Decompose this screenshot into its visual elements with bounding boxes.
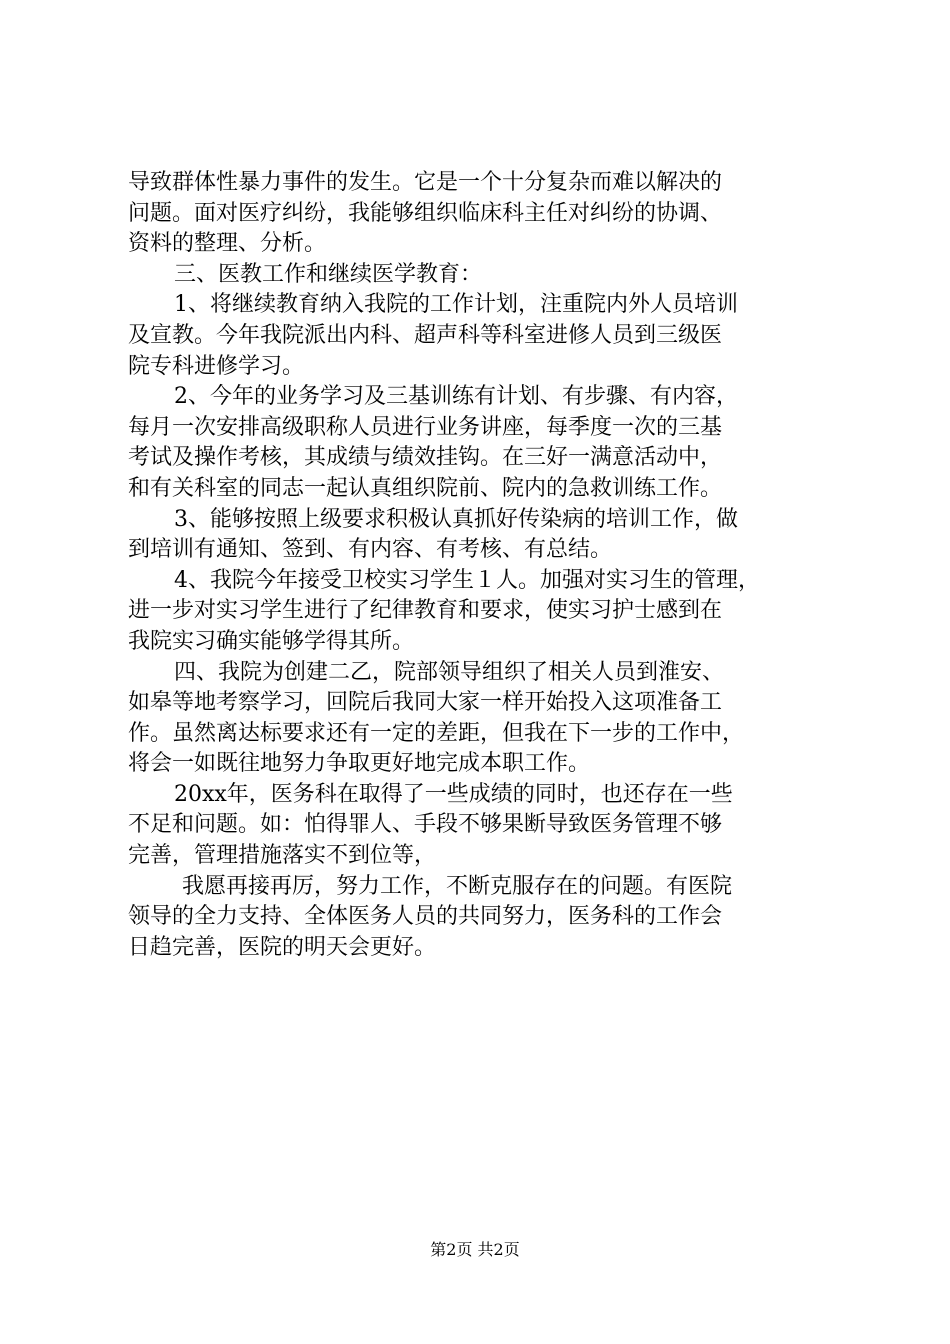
- text-line: 4、我院今年接受卫校实习学生１人。加强对实习生的管理，: [174, 567, 760, 593]
- text-line: 2、今年的业务学习及三基训练有计划、有步骤、有内容，: [174, 384, 738, 410]
- text-line: 导致群体性暴力事件的发生。它是一个十分复杂而难以解决的: [128, 170, 723, 195]
- text-line: 院专科进修学习。: [128, 353, 305, 379]
- text-line: 作。虽然离达标要求还有一定的差距，但我在下一步的工作中，: [128, 720, 745, 746]
- text-line: 领导的全力支持、全体医务人员的共同努力，医务科的工作会: [128, 904, 723, 930]
- text-line: 完善，管理措施落实不到位等，: [128, 843, 437, 869]
- text-line: 资料的整理、分析。: [128, 231, 327, 257]
- section-heading: 三、医教工作和继续医学教育：: [174, 261, 483, 287]
- text-line: 及宣教。今年我院派出内科、超声科等科室进修人员到三级医: [128, 322, 723, 348]
- text-line: 不足和问题。如：怕得罪人、手段不够果断导致医务管理不够: [128, 812, 723, 838]
- text-line: 我愿再接再厉，努力工作，不断克服存在的问题。有医院: [182, 873, 733, 899]
- text-line: 20xx年，医务科在取得了一些成绩的同时，也还存在一些: [174, 781, 733, 807]
- text-line: 每月一次安排高级职称人员进行业务讲座，每季度一次的三基: [128, 414, 723, 440]
- text-line: 日趋完善，医院的明天会更好。: [128, 934, 437, 960]
- text-line: 如皋等地考察学习，回院后我同大家一样开始投入这项准备工: [128, 690, 723, 716]
- text-line: 考试及操作考核，其成绩与绩效挂钩。在三好一满意活动中，: [128, 445, 723, 471]
- text-line: 我院实习确实能够学得其所。: [128, 628, 415, 654]
- text-line: 和有关科室的同志一起认真组织院前、院内的急救训练工作。: [128, 475, 723, 501]
- body-text: [128, 168, 828, 963]
- text-line: 3、能够按照上级要求积极认真抓好传染病的培训工作，做: [174, 506, 738, 532]
- text-line: 1、将继续教育纳入我院的工作计划，注重院内外人员培训: [174, 292, 738, 318]
- text-line: 将会一如既往地努力争取更好地完成本职工作。: [128, 751, 591, 777]
- text-line: 进一步对实习学生进行了纪律教育和要求，使实习护士感到在: [128, 598, 723, 624]
- page-footer: 第2页 共2页: [430, 1240, 520, 1259]
- text-line: 到培训有通知、签到、有内容、有考核、有总结。: [128, 537, 613, 563]
- section-heading: 四、我院为创建二乙，院部领导组织了相关人员到淮安、: [174, 659, 725, 685]
- text-line: 问题。面对医疗纠纷，我能够组织临床科主任对纠纷的协调、: [128, 200, 723, 226]
